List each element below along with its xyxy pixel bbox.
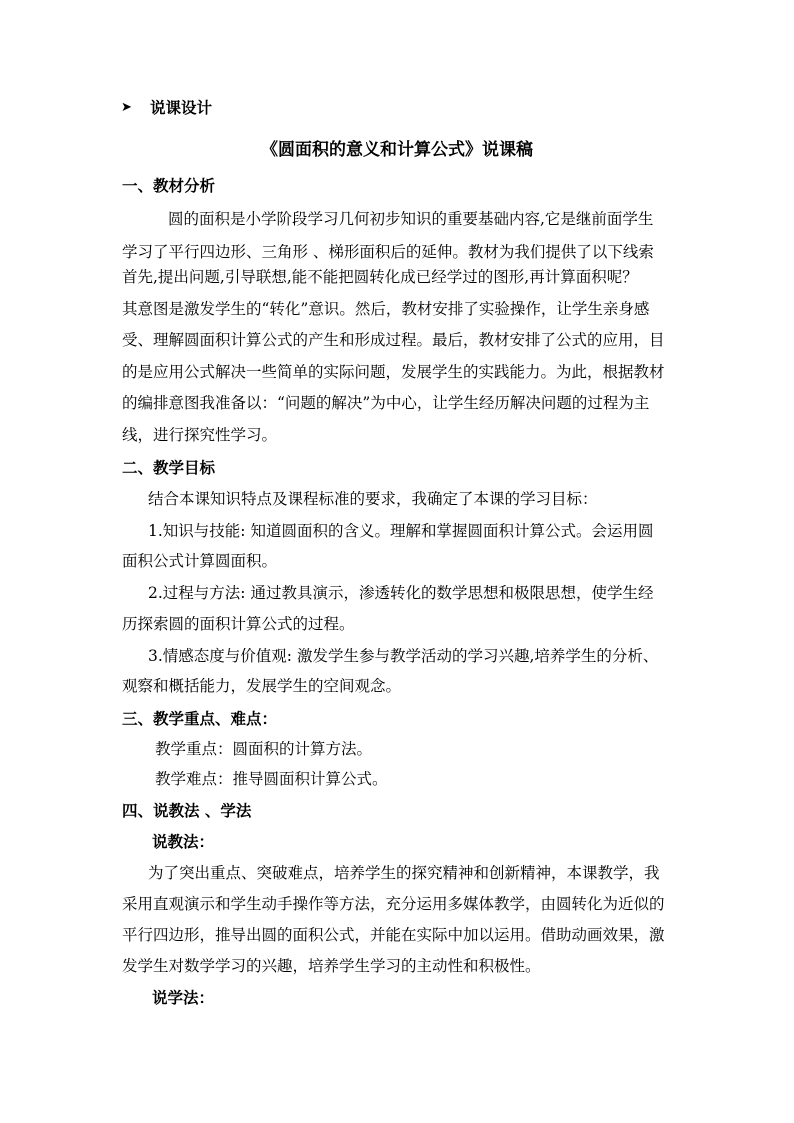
goal-item: 3.情感态度与价值观: 激发学生参与教学活动的学习兴趣,培养学生的分析、 xyxy=(148,647,659,665)
section-heading-1: 一、教材分析 xyxy=(122,176,216,195)
section-label: 说课设计 xyxy=(150,98,213,117)
paragraph-line: 线，进行探究性学习。 xyxy=(122,426,278,444)
goal-item: 观察和概括能力，发展学生的空间观念。 xyxy=(122,677,402,695)
paragraph-line: 首先,提出问题,引导联想,能不能把圆转化成已经学过的图形,再计算面积呢？ xyxy=(122,268,638,286)
key-point: 教学重点：圆面积的计算方法。 xyxy=(155,740,373,758)
paragraph-line: 发学生对数学学习的兴趣，培养学生学习的主动性和积极性。 xyxy=(122,957,541,975)
paragraph-line: 的是应用公式解决一些简单的实际问题，发展学生的实践能力。为此，根据教材 xyxy=(122,363,665,381)
goal-item: 历探索圆的面积计算公式的过程。 xyxy=(122,615,355,633)
paragraph-line: 结合本课知识特点及课程标准的要求，我确定了本课的学习目标： xyxy=(148,490,598,508)
paragraph-line: 的编排意图我准备以：“问题的解决”为中心，让学生经历解决问题的过程为主 xyxy=(122,394,650,412)
page-title: 《圆面积的意义和计算公式》说课稿 xyxy=(261,140,533,160)
goal-item: 2.过程与方法: 通过教具演示，渗透转化的数学思想和极限思想，使学生经 xyxy=(148,584,654,602)
paragraph-line: 平行四边形，推导出圆的面积公式，并能在实际中加以运用。借助动画效果，激 xyxy=(122,926,665,944)
subheading-learning-method: 说学法： xyxy=(152,988,215,1007)
goal-item: 1.知识与技能: 知道圆面积的含义。理解和掌握圆面积计算公式。会运用圆 xyxy=(148,522,654,540)
paragraph-line: 其意图是激发学生的“转化”意识。然后，教材安排了实验操作，让学生亲身感 xyxy=(122,300,650,318)
section-heading-4: 四、说教法 、学法 xyxy=(122,801,252,820)
goal-item: 面积公式计算圆面积。 xyxy=(122,552,278,570)
paragraph-line: 受、理解圆面积计算公式的产生和形成过程。最后，教材安排了公式的应用，目 xyxy=(122,331,665,349)
paragraph-line: 为了突出重点、突破难点，培养学生的探究精神和创新精神，本课教学，我 xyxy=(148,864,660,882)
section-heading-3: 三、教学重点、难点： xyxy=(122,709,278,728)
subheading-teaching-method: 说教法： xyxy=(152,832,215,851)
section-heading-2: 二、教学目标 xyxy=(122,458,216,477)
arrow-bullet-icon: ➤ xyxy=(121,100,132,115)
paragraph-line: 圆的面积是小学阶段学习几何初步知识的重要基础内容,它是继前面学生 xyxy=(168,210,654,228)
paragraph-line: 采用直观演示和学生动手操作等方法，充分运用多媒体教学，由圆转化为近似的 xyxy=(122,895,665,913)
paragraph-line: 学习了平行四边形、三角形 、梯形面积后的延伸。教材为我们提供了以下线索 xyxy=(122,243,654,261)
difficult-point: 教学难点：推导圆面积计算公式。 xyxy=(155,770,388,788)
